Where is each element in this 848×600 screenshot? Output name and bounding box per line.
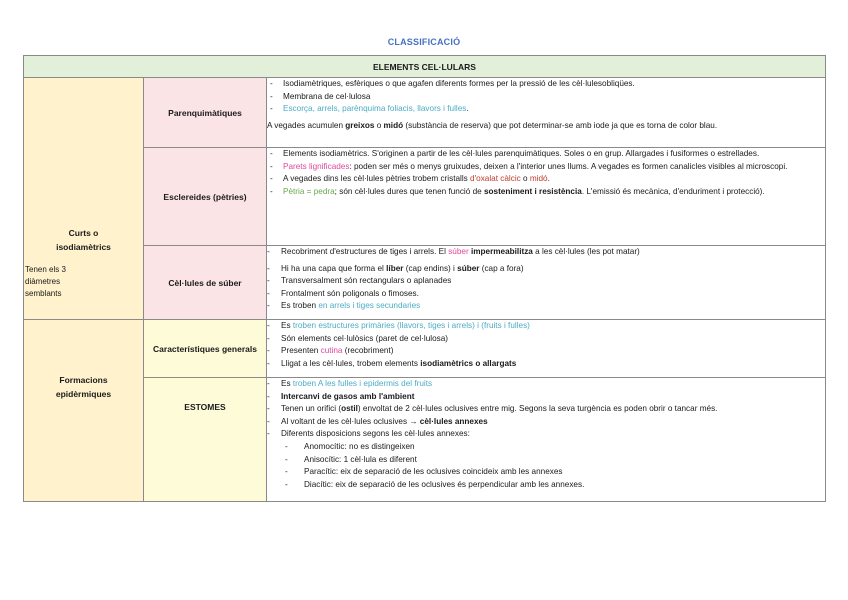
- list-item: - Hi ha una capa que forma el líber (cap endins) i súber (cap a fora): [267, 263, 524, 273]
- list-item: - Recobriment d'estructures de tiges i arrels. El súber impermeabilitza a les cèl·lules (les pot matar): [267, 247, 640, 256]
- sub-list-item: - Paracític: eix de separació de les oclusives coincideix amb les annexes: [285, 467, 563, 477]
- list-item: - Escorça, arrels, parènquima foliacis, llavors i fulles.: [270, 104, 469, 114]
- list-item: - Es troben estructures primàries (llavors, tiges i arrels) i (fruits i fulles): [267, 321, 530, 330]
- sub-list-item: - Anisocític: 1 cèl·lula es diferent: [285, 454, 417, 464]
- list-item: - Tenen un orifici (ostil) envoltat de 2 cèl·lules oclusives entre mig. Segons la seva turgència es poden obrir o tancar més.: [267, 404, 718, 414]
- classification-table: [23, 55, 826, 502]
- list-item: - Es troben en arrels i tiges secundaries: [267, 301, 421, 311]
- sub-list-item: - Anomocític: no es distingeixen: [285, 441, 415, 451]
- sub-list-item: - Diacític: eix de separació de les oclusives és perpendicular amb les annexes.: [285, 479, 585, 489]
- group-formacions-label: Formacions epidèrmiques: [55, 375, 112, 399]
- row-suber-label: Cèl·lules de súber: [144, 246, 267, 320]
- list-item: - Són elements cel·lulòsics (paret de cel·lulosa): [267, 333, 449, 343]
- group-curts-sub: Tenen els 3 diàmetres semblants: [25, 265, 66, 298]
- row-parenquimatiques-label: Parenquimàtiques: [144, 78, 267, 148]
- row-esclereides-content: [267, 148, 826, 246]
- table-header: ELEMENTS CEL·LULARS: [24, 56, 826, 78]
- list-item: - Pètria = pedra; són cèl·lules dures que tenen funció de sosteniment i resistència. L'emissió és mecànica, d'enduriment i protecció).: [270, 186, 765, 196]
- row-estomes-content: [267, 378, 826, 502]
- row-parenquimatiques-content: [267, 78, 826, 148]
- group-curts-label: Curts o isodiamètrics: [56, 228, 111, 252]
- group-formacions-cell: [24, 320, 144, 502]
- row-caracteristiques-label: Característiques generals: [144, 320, 267, 378]
- list-item: - Isodiamètriques, esfèriques o que agafen diferents formes per la pressió de les cèl·lulesobliqües.: [270, 79, 635, 88]
- list-item: - Presenten cutina (recobriment): [267, 346, 394, 356]
- list-item: - Parets lignificades: poden ser més o menys gruixudes, deixen a l'interior unes llums. A vegades es formen canalicles visibles al microscopi.: [270, 161, 788, 171]
- list-item: - Lligat a les cèl·lules, trobem elements isodiamètrics o allargats: [267, 358, 517, 368]
- list-item: - Membrana de cel·lulosa: [270, 91, 371, 101]
- paragraph: A vegades acumulen greixos o midó (substància de reserva) que pot determinar-se amb iode ja que es torna de color blau.: [267, 120, 718, 130]
- list-item: - Frontalment són poligonals o fimoses.: [267, 288, 419, 298]
- list-item: - Elements isodiamètrics. S'originen a partir de les cèl·lules parenquimàtiques. Soles o en grup. Allargades i fusiformes o estrellades.: [270, 149, 760, 158]
- list-item: - Transversalment són rectangulars o aplanades: [267, 276, 452, 286]
- row-suber-content: [267, 246, 826, 320]
- list-item: - Diferents disposicions segons les cèl·lules annexes:: [267, 429, 470, 439]
- list-item: - Intercanvi de gasos amb l'ambient: [267, 391, 415, 401]
- row-caracteristiques-content: [267, 320, 826, 378]
- estomes-label-text: ESTOMES: [184, 402, 226, 412]
- list-item: - A vegades dins les cèl·lules pètries trobem cristalls d'oxalat càlcic o midó.: [270, 174, 550, 184]
- list-item: - Al voltant de les cèl·lules oclusives → cèl·lules annexes: [267, 416, 488, 426]
- row-esclereides-label: Esclereides (pètries): [144, 148, 267, 246]
- group-curts-cell: [24, 78, 144, 320]
- row-estomes-label: [144, 378, 267, 502]
- page-title: CLASSIFICACIÓ: [387, 37, 461, 47]
- list-item: - Es troben A les fulles i epidermis del fruits: [267, 379, 433, 388]
